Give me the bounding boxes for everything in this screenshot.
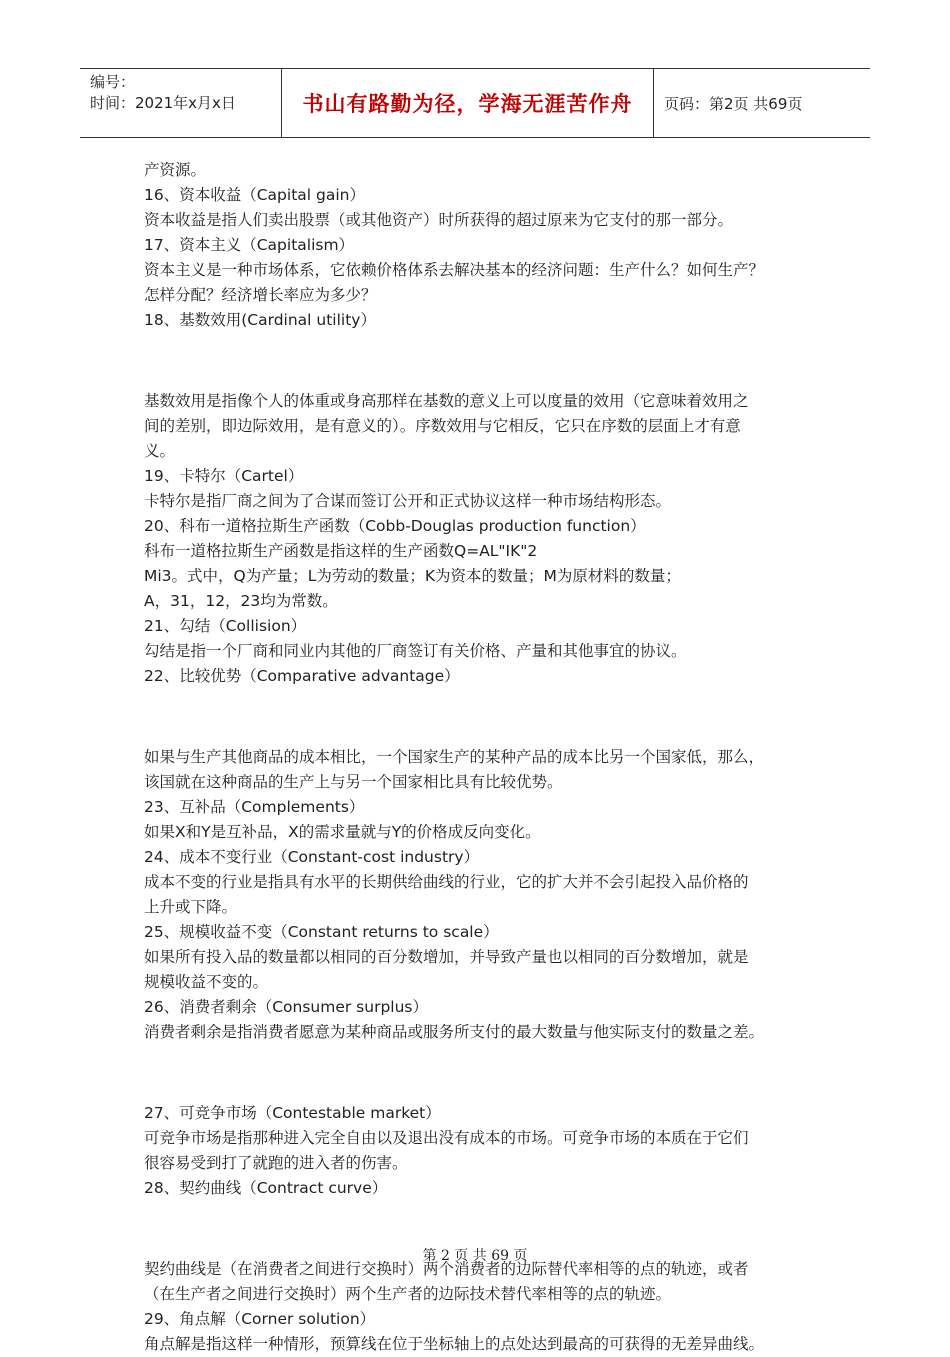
body-text-line: 如果与生产其他商品的成本相比，一个国家生产的某种产品的成本比另一个国家低，那么， <box>144 748 765 766</box>
page-header <box>80 68 870 138</box>
term-heading: 21、勾结（Collision） <box>144 617 307 635</box>
term-heading: 25、规模收益不变（Constant returns to scale） <box>144 923 499 941</box>
header-motto: 书山有路勤为径，学海无涯苦作舟 <box>282 69 654 137</box>
body-text-line: 勾结是指一个厂商和同业内其他的厂商签订有关价格、产量和其他事宜的协议。 <box>144 642 687 660</box>
body-text-line: 规模收益不变的。 <box>144 973 269 991</box>
paragraph-spacer <box>144 705 812 730</box>
body-text-line: 科布一道格拉斯生产函数是指这样的生产函数Q=AL"IK"2 <box>144 542 538 560</box>
body-text-line: 可竞争市场是指那种进入完全自由以及退出没有成本的市场。可竞争市场的本质在于它们 <box>144 1129 749 1147</box>
term-heading: 18、基数效用(Cardinal utility） <box>144 311 376 329</box>
body-text-line: 很容易受到打了就跑的进入者的伤害。 <box>144 1154 408 1172</box>
body-text-line: 基数效用是指像个人的体重或身高那样在基数的意义上可以度量的效用（它意味着效用之 <box>144 392 749 410</box>
body-text-line: 如果X和Y是互补品，X的需求量就与Y的价格成反向变化。 <box>144 823 541 841</box>
term-heading: 23、互补品（Complements） <box>144 798 365 816</box>
body-text-line: A，31，12，23均为常数。 <box>144 592 338 610</box>
header-page-label: 页码：第2页 共69页 <box>664 94 803 113</box>
body-text-line: 消费者剩余是指消费者愿意为某种商品或服务所支付的最大数量与他实际支付的数量之差。 <box>144 1023 765 1041</box>
body-text-line: 间的差别，即边际效用，是有意义的）。序数效用与它相反，它只在序数的层面上才有意 <box>144 417 741 435</box>
body-text-line: 成本不变的行业是指具有水平的长期供给曲线的行业，它的扩大并不会引起投入品价格的 <box>144 873 749 891</box>
term-heading: 24、成本不变行业（Constant-cost industry） <box>144 848 480 866</box>
paragraph-spacer <box>144 1061 812 1086</box>
paragraph-spacer <box>144 349 812 374</box>
body-text-line: 如果所有投入品的数量都以相同的百分数增加，并导致产量也以相同的百分数增加，就是 <box>144 948 749 966</box>
body-text-line: 该国就在这种商品的生产上与另一个国家相比具有比较优势。 <box>144 773 563 791</box>
term-heading: 27、可竞争市场（Contestable market） <box>144 1104 441 1122</box>
body-text-line: 契约曲线是（在消费者之间进行交换时）两个消费者的边际替代率相等的点的轨迹，或者 <box>144 1260 749 1278</box>
document-date-label: 时间：2021年x月x日 <box>90 94 236 112</box>
term-heading: 20、科布一道格拉斯生产函数（Cobb-Douglas production function） <box>144 517 646 535</box>
body-text-line: （在生产者之间进行交换时）两个生产者的边际技术替代率相等的点的轨迹。 <box>144 1285 672 1303</box>
term-heading: 22、比较优势（Comparative advantage） <box>144 667 460 685</box>
body-text-line: 怎样分配？经济增长率应为多少？ <box>144 286 377 304</box>
term-heading: 19、卡特尔（Cartel） <box>144 467 304 485</box>
body-text-line: 资本收益是指人们卖出股票（或其他资产）时所获得的超过原来为它支付的那一部分。 <box>144 211 734 229</box>
document-body <box>144 158 812 1357</box>
term-heading: 17、资本主义（Capitalism） <box>144 236 355 254</box>
body-text-line: 上升或下降。 <box>144 898 238 916</box>
header-meta <box>80 69 282 137</box>
body-text-line: Mi3。式中，Q为产量；L为劳动的数量；K为资本的数量；M为原材料的数量； <box>144 567 681 585</box>
body-text-line: 义。 <box>144 442 176 460</box>
paragraph-spacer <box>144 1217 812 1242</box>
body-text-line: 角点解是指这样一种情形，预算线在位于坐标轴上的点处达到最高的可获得的无差异曲线。 <box>144 1335 765 1353</box>
term-heading: 28、契约曲线（Contract curve） <box>144 1179 388 1197</box>
page-footer: 第 2 页 共 69 页 <box>422 1248 528 1264</box>
term-heading: 16、资本收益（Capital gain） <box>144 186 365 204</box>
body-text-line: 产资源。 <box>144 161 207 179</box>
body-text-line: 卡特尔是指厂商之间为了合谋而签订公开和正式协议这样一种市场结构形态。 <box>144 492 672 510</box>
body-text-line: 资本主义是一种市场体系，它依赖价格体系去解决基本的经济问题：生产什么？如何生产？ <box>144 261 765 279</box>
term-heading: 29、角点解（Corner solution） <box>144 1310 376 1328</box>
term-heading: 26、消费者剩余（Consumer surplus） <box>144 998 429 1016</box>
document-number-label: 编号： <box>90 73 136 91</box>
